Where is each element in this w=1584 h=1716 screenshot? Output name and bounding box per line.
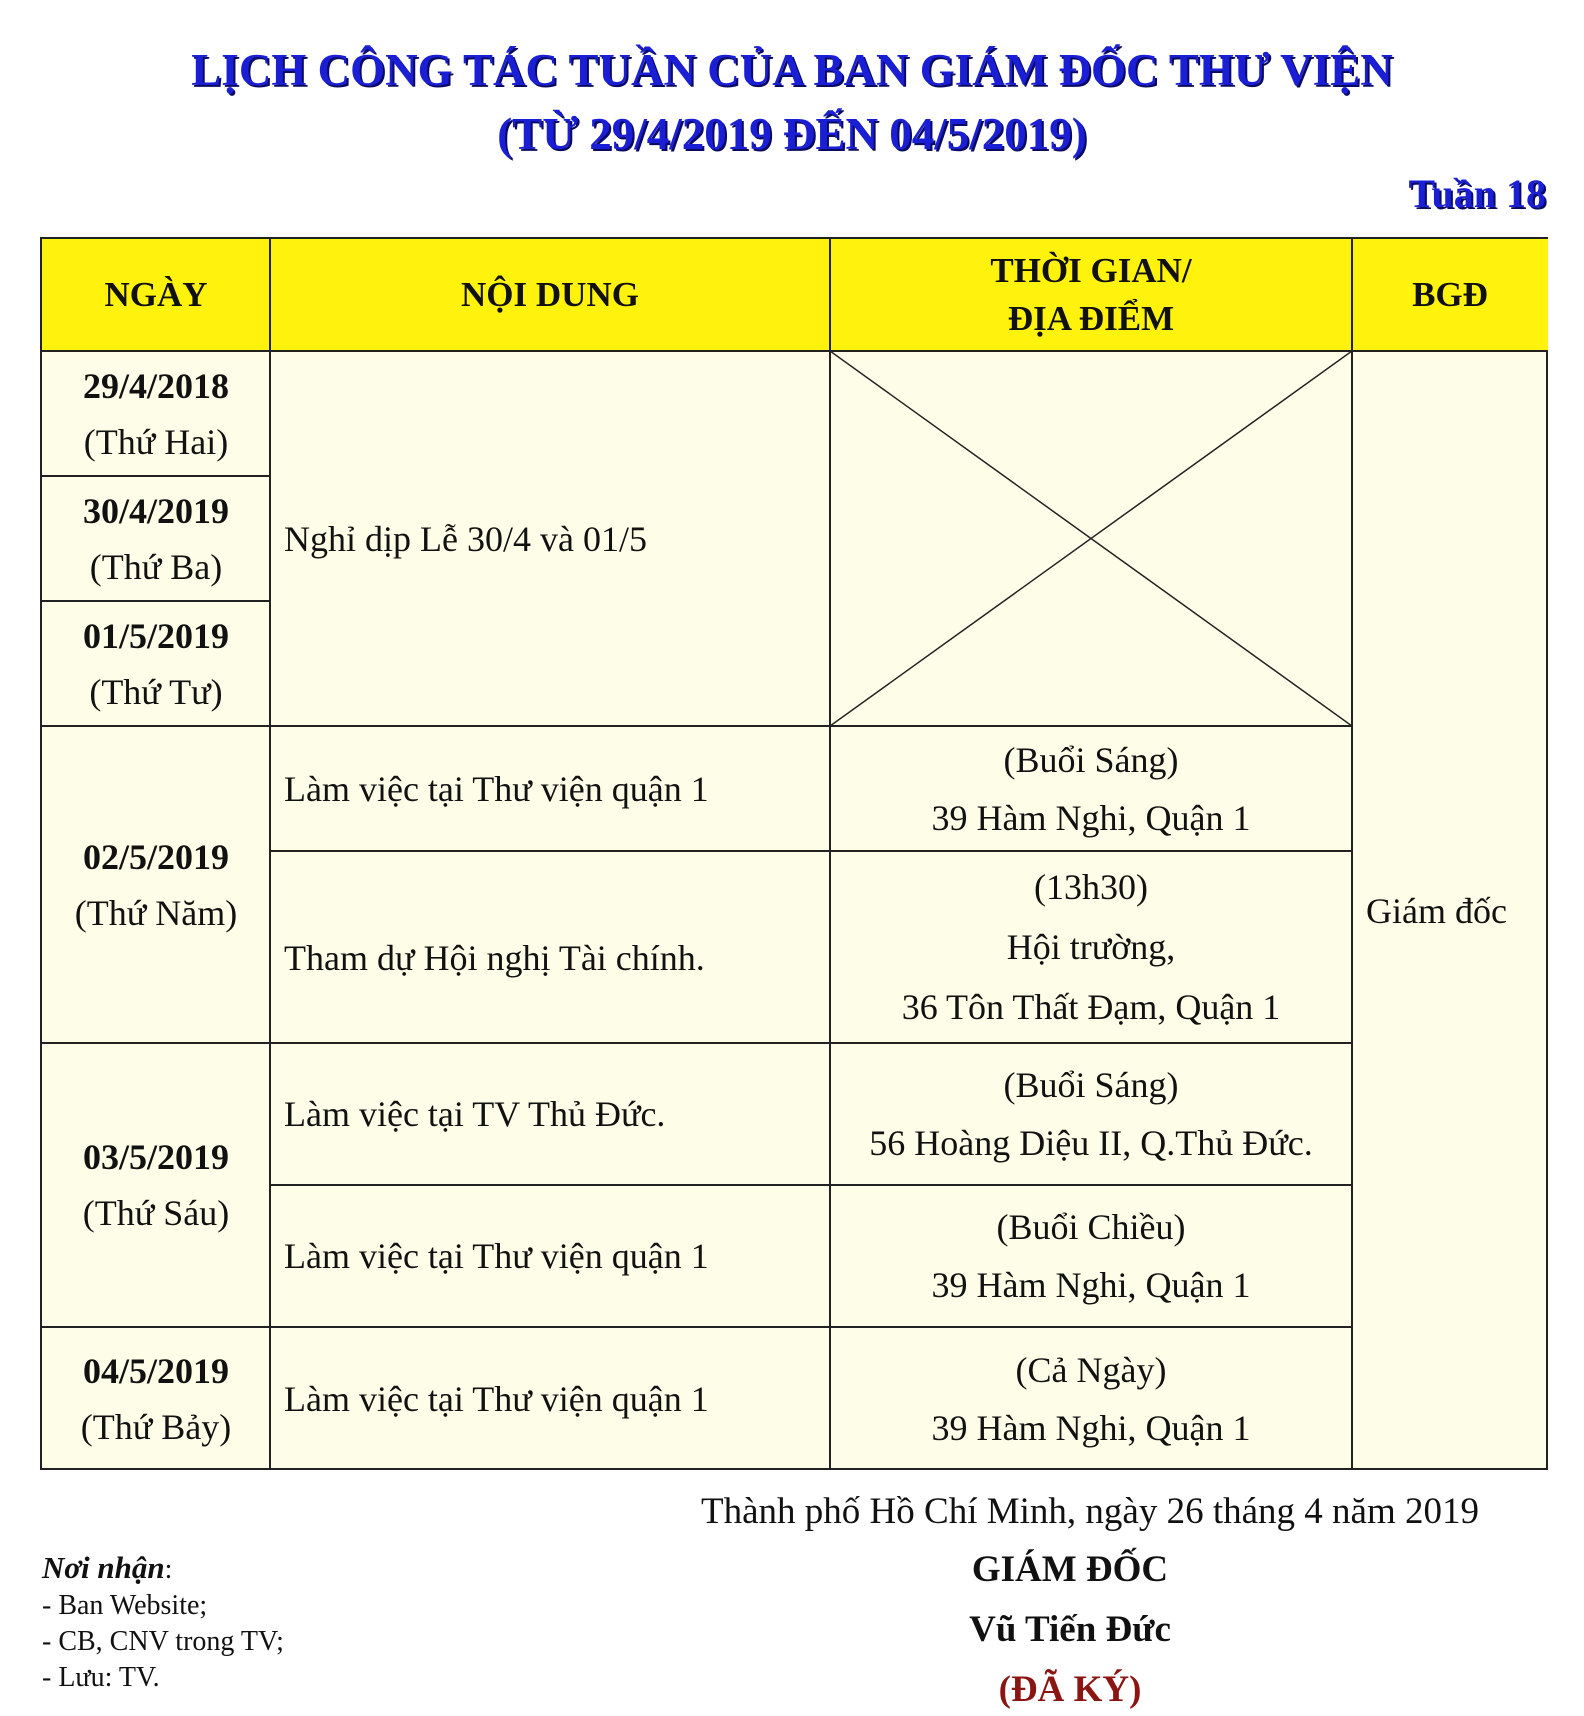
place-text: 39 Hàm Nghi, Quận 1: [931, 1265, 1251, 1305]
recipient-item: - Lưu: TV.: [42, 1662, 160, 1693]
header-time-line2: ĐỊA ĐIỂM: [1007, 299, 1175, 338]
grid-line: [269, 239, 271, 1470]
time-text: (Buổi Sáng): [1003, 739, 1179, 780]
grid-line: [270, 850, 1352, 852]
crossed-out-cell: [830, 351, 1352, 726]
date-value: 03/5/2019: [82, 1137, 229, 1177]
header-content: NỘI DUNG: [270, 239, 830, 351]
time-place-cell: [830, 1185, 1352, 1327]
place-date: Thành phố Hồ Chí Minh, ngày 26 tháng 4 năm 2019: [701, 1491, 1479, 1532]
signed-note: (ĐÃ KÝ): [998, 1669, 1142, 1710]
grid-line: [42, 600, 270, 602]
date-value: 29/4/2018: [82, 365, 229, 406]
document-date-range: (TỪ 29/4/2019 ĐẾN 04/5/2019): [497, 109, 1087, 159]
header-time-line1: THỜI GIAN/: [990, 251, 1192, 290]
document-title: LỊCH CÔNG TÁC TUẦN CỦA BAN GIÁM ĐỐC THƯ VIỆN: [191, 45, 1393, 95]
date-cell: [42, 726, 270, 1043]
content-cell: [270, 851, 830, 1043]
place-text: 56 Hoàng Diệu II, Q.Thủ Đức.: [869, 1123, 1313, 1163]
weekday-value: (Thứ Sáu): [82, 1193, 230, 1233]
recipient-item: - CB, CNV trong TV;: [42, 1626, 284, 1657]
date-value: 30/4/2019: [82, 490, 229, 531]
signer-position: GIÁM ĐỐC: [971, 1549, 1169, 1590]
content-text: Làm việc tại Thư viện quận 1: [284, 1378, 709, 1419]
recipients-heading-row: [42, 1550, 284, 1588]
weekday-value: (Thứ Năm): [74, 892, 238, 933]
place-text: Hội trường,: [1006, 927, 1176, 967]
header-bgd: BGĐ: [1352, 239, 1548, 351]
place-text: 39 Hàm Nghi, Quận 1: [931, 1407, 1251, 1448]
time-place-cell: [830, 1327, 1352, 1470]
content-cell-holiday: [270, 351, 830, 726]
date-cell: [42, 476, 270, 601]
week-number: Tuần 18: [1408, 171, 1546, 216]
bgd-text: Giám đốc: [1366, 890, 1507, 931]
content-text: Làm việc tại TV Thủ Đức.: [284, 1094, 666, 1134]
weekday-value: (Thứ Ba): [89, 546, 223, 587]
date-value: 01/5/2019: [82, 615, 229, 656]
time-text: (13h30): [1034, 867, 1148, 907]
grid-line: [829, 239, 831, 1470]
recipients-block: [42, 1550, 284, 1696]
signer-name: Vũ Tiến Đức: [969, 1609, 1171, 1650]
date-value: 02/5/2019: [82, 836, 229, 877]
recipients-colon: :: [164, 1554, 173, 1585]
time-text: (Cả Ngày): [1015, 1349, 1167, 1390]
date-cell: [42, 601, 270, 726]
date-cell: [42, 1327, 270, 1470]
header-date: NGÀY: [42, 239, 270, 351]
date-value: 04/5/2019: [82, 1350, 229, 1391]
date-cell: [42, 1043, 270, 1327]
content-cell: [270, 726, 830, 851]
content-cell: [270, 1043, 830, 1185]
grid-line: [42, 1042, 1352, 1044]
time-place-cell: [830, 1043, 1352, 1185]
schedule-table: [40, 237, 1548, 1470]
grid-line: [42, 475, 270, 477]
recipients-heading: Nơi nhận: [42, 1550, 165, 1585]
weekday-value: (Thứ Bảy): [80, 1406, 232, 1447]
grid-line: [42, 725, 1352, 727]
content-text: Tham dự Hội nghị Tài chính.: [284, 938, 705, 978]
content-cell: [270, 1185, 830, 1327]
time-place-cell: [830, 726, 1352, 851]
header-time-place: [830, 239, 1352, 351]
bgd-cell: [1352, 351, 1548, 1470]
content-text: Làm việc tại Thư viện quận 1: [284, 768, 709, 809]
grid-line: [1351, 239, 1353, 1470]
time-place-cell: [830, 851, 1352, 1043]
grid-line: [42, 350, 1548, 352]
content-text: Nghỉ dịp Lễ 30/4 và 01/5: [284, 518, 647, 559]
time-text: (Buổi Sáng): [1003, 1065, 1179, 1105]
grid-line: [42, 1326, 1352, 1328]
recipient-item: - Ban Website;: [42, 1590, 208, 1621]
content-cell: [270, 1327, 830, 1470]
weekday-value: (Thứ Hai): [83, 421, 229, 462]
time-text: (Buổi Chiều): [996, 1207, 1186, 1247]
place-text: 39 Hàm Nghi, Quận 1: [931, 797, 1251, 838]
weekday-value: (Thứ Tư): [89, 671, 223, 712]
place-text: 36 Tôn Thất Đạm, Quận 1: [901, 987, 1281, 1027]
content-text: Làm việc tại Thư viện quận 1: [284, 1236, 709, 1276]
grid-line: [270, 1184, 1352, 1186]
date-cell: [42, 351, 270, 476]
